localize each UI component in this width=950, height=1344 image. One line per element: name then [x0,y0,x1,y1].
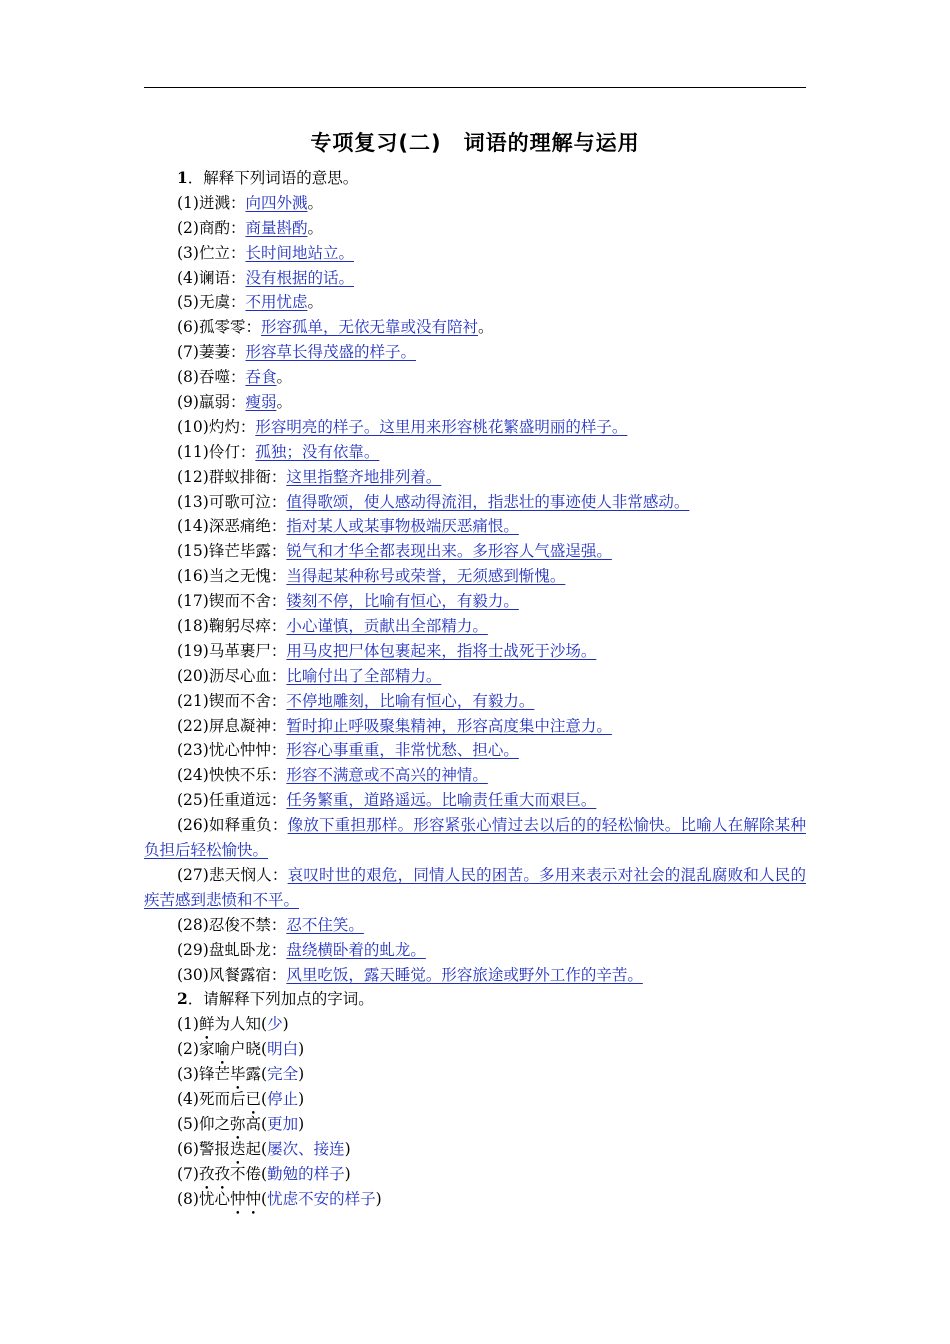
phrase-text: 仰之 [198,1114,230,1133]
answer: 不用忧虑 [245,293,308,312]
phrase-text: 死而后 [198,1090,246,1109]
item-number: (1) [177,1015,199,1034]
punctuation: 。 [477,318,494,337]
emphasis-dot-char: 忡 [245,1189,262,1208]
answer: 孤独；没有依靠。 [255,442,380,461]
emphasis-dotted-chars [230,1140,246,1158]
answer: 忧虑不安的样子 [267,1189,376,1208]
list-item [144,863,806,913]
answer: 指对某人或某事物极端厌恶痛恨。 [286,517,519,536]
term: (6)孤零零： [177,318,261,337]
answer: 向四外溅 [245,193,308,212]
phrase-text: 不倦 [230,1164,262,1183]
term: (8)吞噬： [177,368,246,387]
list-item [144,290,806,315]
answer: 忍不住笑。 [286,915,364,934]
item-number: (5) [177,1114,199,1133]
list-item: (5)仰之弥高(更加) [177,1114,305,1133]
list-item: (3)锋芒毕露(完全) [177,1065,305,1084]
term: (1)迸溅： [177,193,246,212]
header-rule [144,87,806,88]
question-1-long-items [144,813,806,913]
list-item [144,490,806,515]
answer: 勤勉的样子 [267,1164,345,1183]
term: (3)伫立： [177,243,246,262]
term: (24)怏怏不乐： [177,766,287,785]
list-item: (4)死而后已(停止) [177,1090,305,1109]
phrase-text: 警报 [198,1139,230,1158]
question-1-heading [144,166,806,191]
answer: 小心谨慎，贡献出全部精力。 [286,617,488,636]
list-item [144,465,806,490]
term: (4)谰语： [177,268,246,287]
phrase-text: 户晓 [230,1040,262,1059]
list-item [144,390,806,415]
list-item [144,191,806,216]
list-item: (1)鲜为人知(少) [177,1015,289,1034]
term: (30)风餐露宿： [177,965,287,984]
phrase-text: 鲜 [198,1015,215,1034]
answer: 形容不满意或不高兴的神情。 [286,766,488,785]
list-item [144,738,806,763]
term: (14)深恶痛绝： [177,517,287,536]
term: (23)忧心忡忡： [177,741,287,760]
punctuation: 。 [276,393,292,412]
question-2-list [144,1012,806,1211]
list-item [144,639,806,664]
list-item: (8)忧心忡忡(忧虑不安的样子) [177,1189,382,1208]
list-item [144,714,806,739]
answer: 瘦弱 [245,393,277,412]
answer: 形容孤单，无依无靠或没有陪衬 [260,318,478,337]
question-number: 1 [177,168,188,187]
list-item: (7)孜孜不倦(勤勉的样子) [177,1164,351,1183]
item-number: (8) [177,1189,199,1208]
content [144,166,806,1211]
answer: 盘绕横卧着的虬龙。 [286,940,426,959]
list-item [144,216,806,241]
emphasis-dot-char: 弥 [229,1114,246,1133]
answer: 这里指整齐地排列着。 [286,467,442,486]
list-item [144,913,806,938]
phrase-text: 高 [245,1114,262,1133]
list-item [144,241,806,266]
list-item [144,614,806,639]
list-item [144,415,806,440]
emphasis-dot-char: 孜 [214,1164,230,1183]
term: (9)羸弱： [177,393,246,412]
question-1-list [144,191,806,813]
term: (7)萋萋： [177,343,246,362]
emphasis-dot-char: 喻 [214,1040,230,1059]
emphasis-dotted-chars [230,1115,246,1133]
question-2-heading [144,987,806,1012]
phrase-text: 露 [245,1065,262,1084]
answer: 吞食 [245,368,277,387]
term: (22)屏息凝神： [177,716,287,735]
punctuation: 。 [307,193,323,212]
term: (2)商酌： [177,218,246,237]
list-item [144,440,806,465]
answer: 长时间地站立。 [245,243,354,262]
term: (19)马革裹尸： [177,641,287,660]
list-item [144,963,806,988]
answer: 屡次、接连 [267,1139,345,1158]
answer: 值得歌颂，使人感动得流泪，指悲壮的事迹使人非常感动。 [286,492,690,511]
answer: 当得起某种称号或荣誉，无须感到惭愧。 [286,567,566,586]
term: (12)群蚁排衙： [177,467,287,486]
term: (25)任重道远： [177,791,287,810]
list-item: (2)家喻户晓(明白) [177,1040,305,1059]
punctuation: 。 [307,218,323,237]
emphasis-dotted-chars [230,1190,261,1208]
phrase-text: 家 [198,1040,215,1059]
answer: 少 [267,1015,283,1034]
term: (15)锋芒毕露： [177,542,287,561]
phrase-text: 起 [245,1139,262,1158]
question-prompt: ．请解释下列加点的字词。 [187,990,374,1009]
item-number: (7) [177,1164,199,1183]
term: (10)灼灼： [177,417,256,436]
term: (17)锲而不舍： [177,592,287,611]
term: (18)鞠躬尽瘁： [177,617,287,636]
term: (21)锲而不舍： [177,691,287,710]
term: (27)悲天悯人： [177,865,288,884]
punctuation: 。 [276,368,292,387]
list-item [144,788,806,813]
answer: 用马皮把尸体包裹起来，指将士战死于沙场。 [286,641,597,660]
question-1-tail-items [144,913,806,988]
emphasis-dot-char: 已 [245,1090,261,1109]
term: (5)无虞： [177,293,246,312]
term: (26)如释重负： [177,816,288,835]
term: (11)伶仃： [177,442,256,461]
answer: 形容心事重重，非常忧愁、担心。 [286,741,519,760]
term: (16)当之无愧： [177,567,287,586]
phrase-text: 忧心 [198,1189,230,1208]
list-item [144,340,806,365]
list-item [144,266,806,291]
punctuation: 。 [307,293,323,312]
list-item [144,365,806,390]
emphasis-dotted-chars [230,1065,246,1083]
answer: 形容草长得茂盛的样子。 [245,343,416,362]
term: (20)沥尽心血： [177,666,287,685]
question-prompt: ．解释下列词语的意思。 [187,169,359,187]
answer: 暂时抑止呼吸聚集精神，形容高度集中注意力。 [286,716,612,735]
answer: 停止 [267,1090,299,1109]
list-item [144,938,806,963]
list-item [144,589,806,614]
emphasis-dotted-chars [199,1165,230,1183]
answer: 比喻付出了全部精力。 [286,666,442,685]
term: (28)忍俊不禁： [177,915,287,934]
phrase-text: 锋芒 [198,1065,230,1084]
term: (13)可歌可泣： [177,492,287,511]
item-number: (2) [177,1040,199,1059]
phrase-text: 为人知 [214,1015,261,1034]
list-item [144,813,806,863]
list-item [144,564,806,589]
emphasis-dot-char: 孜 [198,1164,215,1183]
answer: 镂刻不停，比喻有恒心，有毅力。 [286,592,519,611]
list-item [144,514,806,539]
answer: 不停地雕刻，比喻有恒心，有毅力。 [286,691,535,710]
item-number: (4) [177,1090,199,1109]
list-item [144,689,806,714]
answer: 更加 [267,1114,299,1133]
answer: 完全 [267,1065,299,1084]
answer: 明白 [267,1040,299,1059]
list-item [144,664,806,689]
emphasis-dot-char: 毕 [229,1065,246,1084]
answer: 商量斟酌 [245,218,308,237]
answer: 像放下重担那样。形容紧张心情过去以后的的轻松愉快。比喻人在解除某种负担后轻松愉快。 [144,816,806,860]
emphasis-dotted-chars [214,1040,230,1058]
emphasis-dot-char: 迭 [229,1139,246,1158]
answer: 没有根据的话。 [245,268,354,287]
answer: 锐气和才华全都表现出来。多形容人气盛逞强。 [286,542,612,561]
page-title: 专项复习(二) 词语的理解与运用 [310,131,640,155]
emphasis-dotted-chars [245,1090,261,1108]
list-item [144,315,806,340]
answer: 哀叹时世的艰危，同情人民的困苦。多用来表示对社会的混乱腐败和人民的疾苦感到悲愤和不平。 [144,865,806,909]
item-number: (6) [177,1139,199,1158]
answer: 风里吃饭，露天睡觉。形容旅途或野外工作的辛苦。 [286,965,643,984]
term: (29)盘虬卧龙： [177,940,287,959]
answer: 任务繁重，道路遥远。比喻责任重大而艰巨。 [286,791,597,810]
item-number: (3) [177,1065,199,1084]
list-item [144,763,806,788]
question-number: 2 [177,989,188,1009]
list-item: (6)警报迭起(屡次、接连) [177,1139,351,1158]
answer: 形容明亮的样子。这里用来形容桃花繁盛明丽的样子。 [255,417,628,436]
list-item [144,539,806,564]
emphasis-dot-char: 忡 [229,1189,246,1208]
